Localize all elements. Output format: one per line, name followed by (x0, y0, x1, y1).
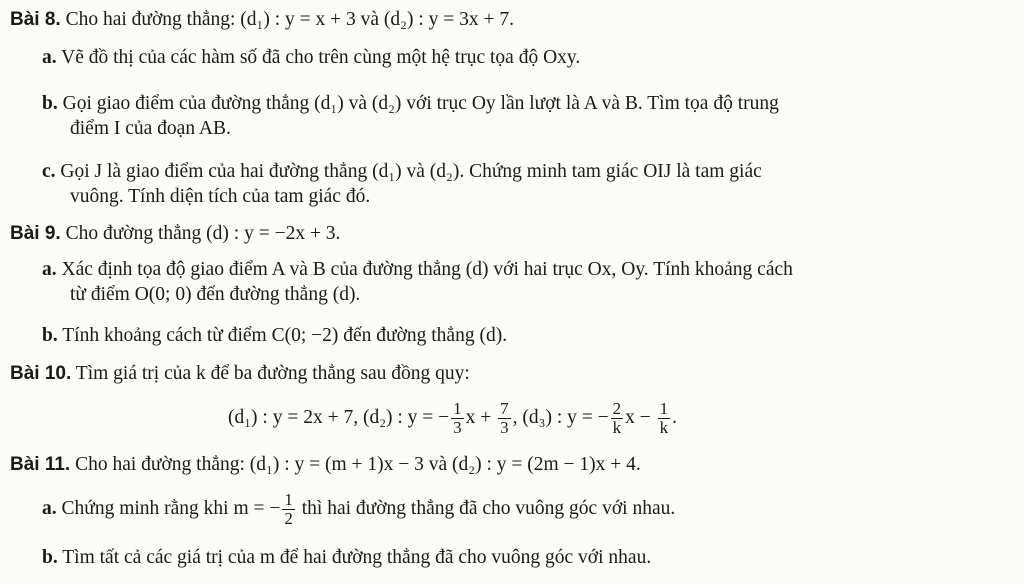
problem-8-heading (10, 8, 514, 32)
problem-11b-text: Tìm tất cả các giá trị của m để hai đường thẳng đã cho vuông góc với nhau. (62, 547, 652, 568)
problem-11b: b. Tìm tất cả các giá trị của m để hai đường thẳng đã cho vuông góc với nhau. (42, 547, 652, 568)
problem-8a-text: Vẽ đồ thị của các hàm số đã cho trên cùng một hệ trục tọa độ Oxy. (61, 47, 581, 68)
problem-9-label: Bài 9. (10, 223, 61, 244)
problem-10-label: Bài 10. (10, 363, 72, 384)
problem-8c-text: Gọi J là giao điểm của hai đường thẳng (d₁) và (d₂). Chứng minh tam giác OIJ là tam giác (60, 161, 762, 182)
problem-11-label: Bài 11. (10, 454, 71, 475)
problem-9-heading (10, 222, 340, 246)
problem-8-label: Bài 8. (10, 9, 61, 30)
problem-8b-text: Gọi giao điểm của đường thẳng (d₁) và (d₂) với trục Oy lần lượt là A và B. Tìm tọa độ trung (62, 93, 779, 114)
fraction: $\frac{1}{3}$ (453, 399, 462, 438)
problem-11a: a. Chứng minh rằng khi m = − $\frac{1}{2}$ thì hai đường thẳng đã cho vuông góc với nhau. (42, 490, 676, 529)
problem-10-heading (10, 362, 470, 386)
problem-8c: c. Gọi J là giao điểm của hai đường thẳng (d₁) và (d₂). Chứng minh tam giác OIJ là tam giác (42, 161, 762, 182)
problem-8b-cont: điểm I của đoạn AB. (70, 118, 231, 139)
problem-8c-cont: vuông. Tính diện tích của tam giác đó. (70, 186, 371, 207)
fraction: $\frac{1}{2}$ (284, 490, 293, 529)
problem-9a-cont: từ điểm O(0; 0) đến đường thẳng (d). (70, 284, 361, 305)
problem-9-intro: Cho đường thẳng (d) : y = −2x + 3. (65, 223, 341, 244)
problem-9a: a. Xác định tọa độ giao điểm A và B của đường thẳng (d) với hai trục Ox, Oy. Tính khoảng cách (42, 259, 793, 280)
fraction: $\frac{2}{k}$ (612, 399, 622, 438)
problem-9b-text: Tính khoảng cách từ điểm C(0; −2) đến đường thẳng (d). (62, 325, 508, 346)
problem-10-equations: (d₁) : y = 2x + 7, (d₂) : y = − $\frac{1}{3}$ x + $\frac{7}{3}$ , (d₃) : y = − $\frac{2}{k}$ x − $\frac{1}{k}$ . (228, 399, 677, 438)
fraction: $\frac{7}{3}$ (500, 399, 509, 438)
problem-9a-text: Xác định tọa độ giao điểm A và B của đường thẳng (d) với hai trục Ox, Oy. Tính khoảng cách (61, 259, 793, 280)
problem-8a: a. Vẽ đồ thị của các hàm số đã cho trên cùng một hệ trục tọa độ Oxy. (42, 47, 581, 68)
problem-8-intro: Cho hai đường thẳng: (d₁) : y = x + 3 và (d₂) : y = 3x + 7. (65, 9, 514, 30)
problem-11-intro: Cho hai đường thẳng: (d₁) : y = (m + 1)x − 3 và (d₂) : y = (2m − 1)x + 4. (75, 454, 641, 475)
problem-9b: b. Tính khoảng cách từ điểm C(0; −2) đến đường thẳng (d). (42, 325, 508, 346)
problem-8b: b. Gọi giao điểm của đường thẳng (d₁) và (d₂) với trục Oy lần lượt là A và B. Tìm tọa độ trung (42, 93, 779, 114)
problem-11-heading (10, 453, 641, 477)
fraction: $\frac{1}{k}$ (659, 399, 669, 438)
problem-10-intro: Tìm giá trị của k để ba đường thẳng sau đồng quy: (75, 363, 470, 384)
